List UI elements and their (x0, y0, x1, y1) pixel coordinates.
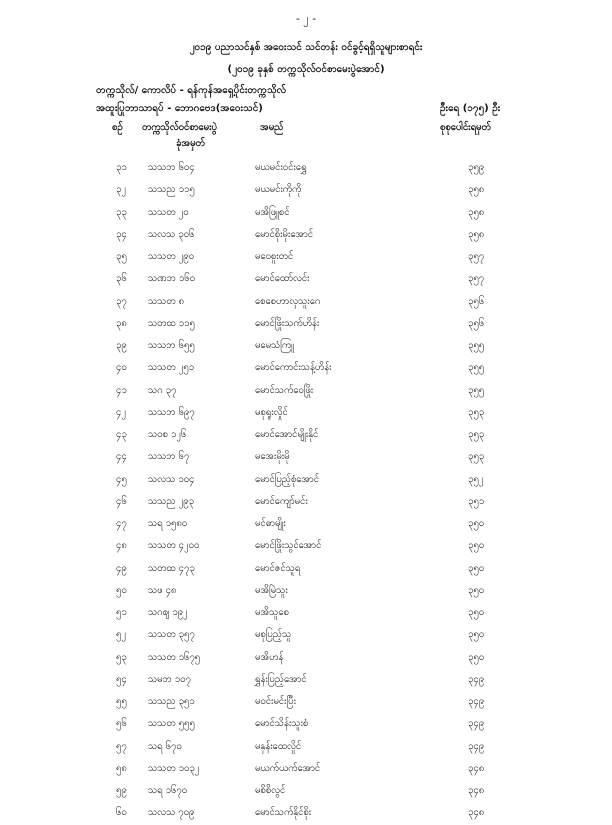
total-marks: ၃၅၀ (468, 518, 485, 529)
total-count: ဦးရေ (၁၇၅) ဦး (440, 103, 501, 114)
exam-id: သသတ ၁၀၃၂ (148, 762, 200, 774)
total-marks: ၃၄၈ (468, 807, 485, 819)
exam-id: သဏဘ ၁၆၀ (148, 273, 195, 285)
column-header-exam-id: တက္ကသိုလ်ဝင်စာမေးပွဲ (142, 122, 217, 133)
table-row (0, 446, 612, 468)
total-marks: ၃၅၆ (468, 317, 485, 329)
total-marks: ၃၄၉ (468, 673, 485, 685)
row-number: ၃၇ (116, 295, 127, 307)
table-row (0, 780, 612, 802)
student-name: မအိသူစေ (255, 607, 289, 618)
table-row (0, 357, 612, 379)
exam-id: သတထ ၄၇၃ (148, 562, 195, 574)
total-marks: ၃၄၉ (468, 696, 485, 707)
student-name: မောင်ပြည့်စုံအောင် (255, 473, 319, 485)
column-header-name: အမည် (260, 122, 284, 133)
row-number: ၃၉ (116, 340, 127, 351)
row-number: ၅၂ (116, 629, 127, 641)
row-number: ၃၂ (116, 184, 127, 196)
total-marks: ၃၅၇ (468, 251, 485, 262)
row-number: ၅၅ (116, 696, 127, 707)
table-row (0, 313, 612, 335)
student-name: မနှန်းထေလှိုင် (255, 740, 302, 752)
column-header-marks: စုစုပေါင်းရမှတ် (440, 122, 491, 133)
table-row (0, 691, 612, 713)
exam-id: သမဘ ၁၀၇ (148, 673, 191, 685)
exam-id: သသဘ ၆၉၇ (148, 406, 195, 418)
exam-id: သရ ၆၇၀ (148, 740, 182, 752)
results-table (0, 157, 612, 825)
exam-id: သသည ၂၉၃ (148, 495, 194, 507)
student-name: မမေသံကြူ (255, 340, 294, 351)
student-name: မောင်ဖြိုးသက်ဟိန်း (255, 317, 320, 329)
row-number: ၄၇ (116, 518, 127, 529)
row-number: ၅၆ (116, 718, 127, 730)
exam-id: သသတ ၂၀ (148, 206, 189, 218)
row-number: ၅၀ (116, 584, 127, 596)
total-marks: ၃၅၀ (468, 540, 485, 552)
student-name: မဝင်းမင်းပြီး (255, 696, 296, 707)
row-number: ၃၅ (116, 251, 127, 262)
row-number: ၄၉ (116, 562, 127, 574)
table-row (0, 291, 612, 313)
total-marks: ၃၅၁ (468, 495, 485, 507)
table-row (0, 202, 612, 224)
total-marks: ၃၄၈ (468, 785, 485, 796)
table-row (0, 268, 612, 290)
exam-id: သဝစ ၁၂၆ (148, 429, 187, 440)
total-marks: ၃၅၅ (468, 384, 485, 396)
total-marks: ၃၅၀ (468, 651, 485, 663)
total-marks: ၃၅၃ (468, 429, 485, 440)
student-name: မောင်သိန်းသူးစံ (255, 718, 309, 730)
row-number: ၃၆ (116, 273, 127, 285)
total-marks: ၃၅၇ (468, 273, 485, 285)
student-name: မယမင်းဝင်းရွှေ (255, 162, 307, 173)
row-number: ၄၄ (116, 451, 127, 463)
exam-id: သဂဈ ၁၉၂ (148, 607, 188, 618)
total-marks: ၃၅၈ (468, 228, 485, 240)
total-marks: ၃၅၉ (468, 162, 485, 173)
student-name: မောင်ဇင်သူရ (255, 562, 301, 574)
exam-id: သသတ ၃၅၇ (148, 629, 195, 641)
table-row (0, 802, 612, 824)
table-row (0, 647, 612, 669)
student-name: မစိစိလွင် (255, 785, 286, 796)
student-name: မောင်အောင်မျိုးနိုင် (255, 429, 319, 440)
table-row (0, 669, 612, 691)
student-name: မောင်ထော်လင်း (255, 273, 310, 285)
table-row (0, 224, 612, 246)
student-name: မအိမြဲသူး (255, 584, 288, 596)
table-row (0, 624, 612, 646)
row-number: ၄၆ (116, 495, 127, 507)
exam-id: သလသ ၁၀၄ (148, 473, 195, 485)
total-marks: ၃၅၀ (468, 584, 485, 596)
table-row (0, 246, 612, 268)
exam-id: သသတ ၂၅၁ (148, 362, 194, 374)
row-number: ၄၈ (116, 540, 127, 552)
row-number: ၄၅ (116, 473, 127, 485)
row-number: ၅၈ (116, 762, 127, 774)
total-marks: ၃၅၅ (468, 340, 485, 351)
major-line: အထူးပြုဘာသာရပ် - ဘောဂဗေဒ(အဝေးသင်) (96, 103, 263, 114)
exam-id: သသဘ ၆၅၅ (148, 340, 195, 351)
student-name: မောင်ဖြိုးသွင်အောင် (255, 540, 322, 552)
total-marks: ၃၅၂ (468, 473, 484, 485)
row-number: ၅၇ (116, 740, 127, 752)
exam-id: သဖ ၄၈ (148, 584, 177, 596)
table-row (0, 402, 612, 424)
table-row (0, 580, 612, 602)
table-row (0, 157, 612, 179)
exam-id: သလသ ၇၀၉ (148, 807, 195, 819)
student-name: မောင်ကောင်းသန့်ဟိန်း (255, 362, 332, 374)
table-row (0, 491, 612, 513)
exam-id: သရ ၁၅၈၀ (148, 518, 188, 529)
document-subtitle: (၂၀၁၉ ခုနှစ် တက္ကသိုလ်ဝင်စာမေးပွဲအောင်) (227, 64, 385, 75)
row-number: ၃၈ (116, 317, 127, 329)
student-name: မအိဖြူစင် (255, 206, 290, 218)
student-name: မအေးမိုးမို (255, 451, 290, 463)
table-row (0, 335, 612, 357)
exam-id: သလသ ၃၀၆ (148, 228, 195, 240)
student-name: မောင်သက်ဝေဖြိုး (255, 384, 314, 396)
row-number: ၄၂ (116, 406, 127, 418)
table-row (0, 602, 612, 624)
student-name: မောင်ကျော်မင်း (255, 495, 308, 507)
exam-id: သသတ ၂၉၀ (148, 251, 194, 262)
exam-id: သဂ ၃၇ (148, 384, 177, 396)
row-number: ၃၃ (116, 206, 127, 218)
table-row (0, 535, 612, 557)
page-number: - ၂ - (295, 12, 317, 25)
exam-id: သသဘ ၆၀၄ (148, 162, 195, 173)
total-marks: ၃၅၃ (468, 451, 485, 463)
student-name: မအိဟန် (255, 651, 284, 663)
row-number: ၃၁ (116, 162, 127, 173)
row-number: ၅၃ (116, 651, 127, 663)
university-line: တက္ကသိုလ်/ ကောလိပ် - ရန်ကုန်အရှေ့ပိုင်းတက္ကသိုလ် (96, 85, 286, 96)
table-row (0, 513, 612, 535)
exam-id: သသတ ၁၆၇၅ (148, 651, 201, 663)
exam-id: သသတ ၅၅၅ (148, 718, 195, 730)
total-marks: ၃၄၈ (468, 762, 485, 774)
total-marks: ၃၅၀ (468, 629, 485, 641)
total-marks: ၃၅၈ (468, 184, 485, 196)
student-name: မောင်စိုးမိုးအောင် (255, 228, 314, 240)
row-number: ၅၉ (116, 785, 127, 796)
total-marks: ၃၄၉ (468, 740, 485, 752)
column-header-exam-id-line2: ခုံအမှတ် (176, 138, 205, 149)
student-name: မယမင်းကိုကို (255, 184, 302, 196)
table-row (0, 713, 612, 735)
row-number: ၄၁ (116, 384, 127, 396)
student-name: မဝေစူးတင် (255, 251, 294, 262)
total-marks: ၃၅၀ (468, 607, 485, 618)
table-row (0, 736, 612, 758)
table-row (0, 380, 612, 402)
student-name: စေစေဟာလှသူးဂေ (255, 295, 321, 307)
row-number: ၄၃ (116, 429, 127, 440)
row-number: ၄၀ (116, 362, 127, 374)
student-name: မစုပြည့်သူ (255, 629, 292, 641)
student-name: ရွှန်းပြည့်အောင် (255, 673, 307, 685)
exam-id: သသတ ၈ (148, 295, 185, 307)
student-name: မယက်ယက်အောင် (255, 762, 321, 774)
student-name: မောင်သက်နိုင်စိုး (255, 807, 312, 819)
total-marks: ၃၄၉ (468, 718, 485, 730)
row-number: ၅၄ (116, 673, 127, 685)
exam-id: သတထ ၁၁၅ (148, 317, 195, 329)
row-number: ၅၁ (116, 607, 127, 618)
total-marks: ၃၅၅ (468, 362, 485, 374)
exam-id: သသတ ၄၂၀၀ (148, 540, 200, 552)
total-marks: ၃၅၈ (468, 206, 485, 218)
total-marks: ၃၅၃ (468, 406, 485, 418)
row-number: ၃၄ (116, 228, 127, 240)
exam-id: သသည ၁၁၅ (148, 184, 195, 196)
table-row (0, 179, 612, 201)
student-name: မင်ဓာမျိုး (255, 518, 286, 529)
total-marks: ၃၅၀ (468, 562, 485, 574)
row-number: ၆၀ (116, 807, 127, 819)
exam-id: သသဘ ၆၇ (148, 451, 190, 463)
student-name: မစုရူးလှိုင် (255, 406, 288, 418)
total-marks: ၃၅၆ (468, 295, 485, 307)
exam-id: သသည ၃၅၁ (148, 696, 195, 707)
column-header-no: စဉ် (112, 122, 123, 133)
table-row (0, 469, 612, 491)
table-row (0, 758, 612, 780)
table-row (0, 558, 612, 580)
table-row (0, 424, 612, 446)
document-title: ၂၀၁၉ ပညာသင်နှစ် အဝေးသင် သင်တန်း ဝင်ခွင့်ရရှိသူများစာရင်း (189, 42, 423, 53)
exam-id: သရ ၁၆၇၀ (148, 785, 188, 796)
